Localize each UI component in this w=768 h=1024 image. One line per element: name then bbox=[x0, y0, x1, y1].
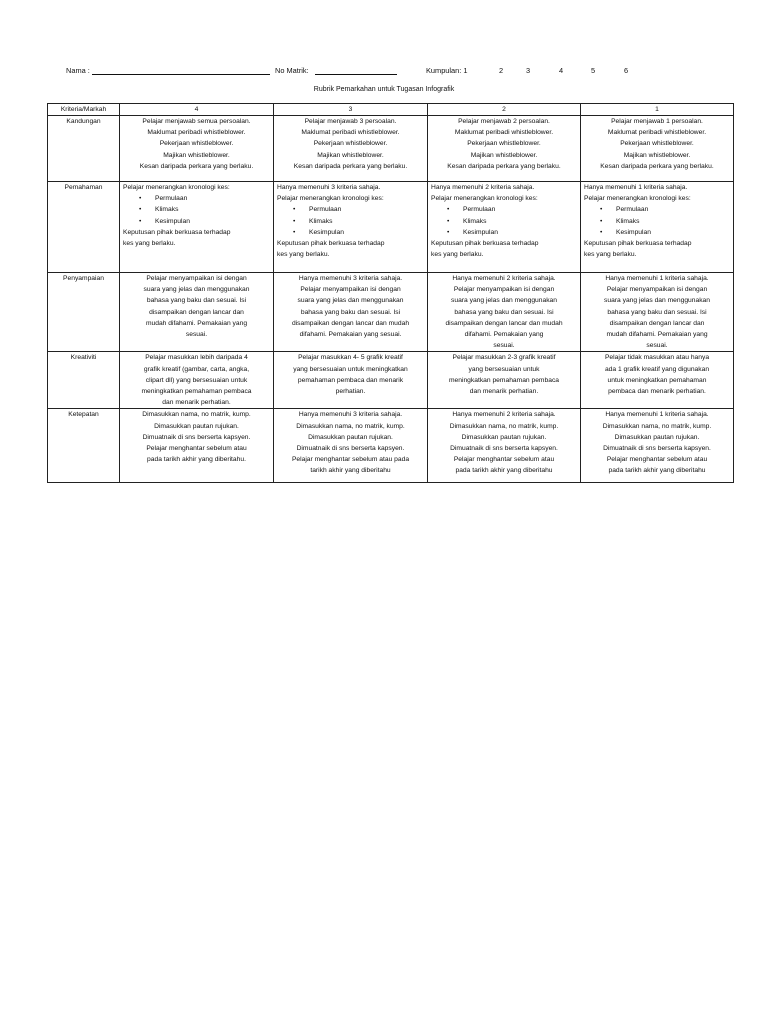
cell-line: Pelajar menjawab semua persoalan. bbox=[142, 118, 251, 125]
cell-line: Keputusan pihak berkuasa terhadap bbox=[584, 240, 692, 248]
rubric-cell bbox=[581, 409, 734, 483]
cell-line: pada tarikh akhir yang diberitahu. bbox=[147, 456, 246, 464]
rubric-cell bbox=[120, 273, 274, 352]
cell-line: sesuai. bbox=[493, 342, 515, 350]
cell-line: Dimasukkan pautan rujukan. bbox=[461, 433, 547, 441]
nama-blank[interactable] bbox=[92, 74, 270, 75]
bullet-item: • Permulaan bbox=[584, 204, 730, 215]
cell-line: meningkatkan pemahaman pembaca bbox=[448, 376, 560, 384]
criterion-cell: Kreativiti bbox=[48, 352, 120, 409]
cell-line: grafik kreatif (gambar, carta, angka, bbox=[143, 365, 250, 373]
cell-line: Dimasukkan nama, no matrik, kump. bbox=[142, 411, 251, 419]
cell-line: clipart dll) yang bersesuaian untuk bbox=[145, 376, 248, 384]
cell-line: Keputusan pihak berkuasa terhadap bbox=[277, 240, 385, 248]
cell-line: Pelajar menjawab 2 persoalan. bbox=[458, 118, 550, 125]
bullet-item: • Klimaks bbox=[277, 216, 424, 227]
cell-line: Dimasukkan pautan rujukan. bbox=[308, 433, 393, 441]
cell-line: suara yang jelas dan menggunakan bbox=[604, 297, 710, 305]
kumpulan-option[interactable]: 4 bbox=[559, 66, 564, 75]
cell-line: Dimuatnaik di sns berserta kapsyen. bbox=[296, 445, 405, 453]
cell-line: Dimasukkan nama, no matrik, kump. bbox=[602, 422, 712, 430]
cell-line: difahami. Pemakaian yang sesuai. bbox=[299, 331, 402, 339]
cell-line: Hanya memenuhi 2 kriteria sahaja. bbox=[431, 184, 535, 191]
cell-line: sesuai. bbox=[646, 342, 668, 350]
criterion-cell: Ketepatan bbox=[48, 409, 120, 483]
cell-line: kes yang berlaku. bbox=[584, 251, 637, 259]
cell-line: Pelajar menyampaikan isi dengan bbox=[453, 286, 555, 294]
cell-line: Kesan daripada perkara yang berlaku. bbox=[293, 162, 408, 170]
cell-line: Dimuatnaik di sns berserta kapsyen. bbox=[142, 433, 251, 441]
header-cell: 4 bbox=[120, 104, 274, 116]
cell-line: mudah difahami. Pemakaian yang bbox=[145, 319, 248, 327]
cell-line: Hanya memenuhi 3 kriteria sahaja. bbox=[277, 184, 381, 191]
header-cell: 1 bbox=[581, 104, 734, 116]
bullet-list bbox=[123, 193, 270, 227]
header-cell: 2 bbox=[428, 104, 581, 116]
cell-line: Pelajar masukkan 2-3 grafik kreatif bbox=[452, 354, 556, 362]
criterion-cell: Kandungan bbox=[48, 116, 120, 182]
cell-line: bahasa yang baku dan sesuai. Isi bbox=[454, 308, 554, 316]
cell-line: Pekerjaan whistleblower. bbox=[467, 140, 541, 148]
table-row bbox=[48, 352, 734, 409]
cell-line: Maklumat peribadi whistleblower. bbox=[301, 129, 400, 137]
cell-line: meningkatkan pemahaman pembaca bbox=[141, 388, 252, 396]
cell-line: Pelajar menjawab 3 persoalan. bbox=[304, 118, 397, 125]
rubric-cell bbox=[120, 352, 274, 409]
nama-label: Nama : bbox=[66, 66, 90, 75]
rubric-body bbox=[48, 116, 734, 483]
table-row bbox=[48, 116, 734, 182]
cell-line: disampaikan dengan lancar dan bbox=[609, 319, 705, 327]
cell-line: Majikan whistleblower. bbox=[470, 151, 538, 159]
cell-line: Kesan daripada perkara yang berlaku. bbox=[447, 162, 561, 170]
cell-line: sesuai. bbox=[185, 331, 208, 339]
cell-line: Dimasukkan pautan rujukan. bbox=[614, 433, 700, 441]
cell-line: Hanya memenuhi 1 kriteria sahaja. bbox=[605, 411, 709, 419]
rubric-cell bbox=[428, 116, 581, 182]
rubric-cell bbox=[581, 182, 734, 273]
cell-line: tarikh akhir yang diberitahu bbox=[310, 467, 391, 475]
cell-line: Hanya memenuhi 1 kriteria sahaja. bbox=[605, 275, 709, 282]
header-cell: 3 bbox=[274, 104, 428, 116]
rubric-cell bbox=[581, 352, 734, 409]
rubric-cell bbox=[120, 182, 274, 273]
cell-line: kes yang berlaku. bbox=[123, 240, 176, 248]
cell-line: Dimasukkan nama, no matrik, kump. bbox=[449, 422, 559, 430]
header-row bbox=[48, 104, 734, 116]
cell-line: perhatian. bbox=[335, 388, 366, 396]
cell-line: Majikan whistleblower. bbox=[317, 151, 384, 159]
rubric-table bbox=[47, 103, 734, 483]
bullet-item: • Permulaan bbox=[123, 193, 270, 204]
cell-line: Pekerjaan whistleblower. bbox=[159, 140, 234, 148]
kumpulan-label: Kumpulan: 1 bbox=[426, 66, 468, 75]
table-row bbox=[48, 409, 734, 483]
cell-line: Kesan daripada perkara yang berlaku. bbox=[139, 162, 254, 170]
cell-line: Pelajar menyampaikan isi dengan bbox=[606, 286, 708, 294]
bullet-item: • Permulaan bbox=[277, 204, 424, 215]
table-row bbox=[48, 273, 734, 352]
cell-line: Pelajar menghantar sebelum atau bbox=[606, 456, 708, 464]
rubric-cell bbox=[274, 273, 428, 352]
rubric-cell bbox=[274, 182, 428, 273]
cell-line: disampaikan dengan lancar dan bbox=[149, 308, 244, 316]
criterion-cell: Pemahaman bbox=[48, 182, 120, 273]
cell-line: Hanya memenuhi 2 kriteria sahaja. bbox=[452, 411, 556, 419]
cell-line: yang bersesuaian untuk meningkatkan bbox=[293, 365, 408, 373]
cell-line: Pelajar menghantar sebelum atau bbox=[453, 456, 555, 464]
cell-line: dan menarik perhatian. bbox=[469, 388, 539, 396]
kumpulan-option[interactable]: 5 bbox=[591, 66, 596, 75]
cell-line: Hanya memenuhi 3 kriteria sahaja. bbox=[298, 275, 403, 282]
cell-line: pada tarikh akhir yang diberitahu bbox=[455, 467, 553, 475]
rubric-cell bbox=[428, 352, 581, 409]
cell-line: Maklumat peribadi whistleblower. bbox=[147, 129, 246, 137]
bullet-item: • Klimaks bbox=[431, 216, 577, 227]
bullet-item: • Klimaks bbox=[123, 204, 270, 215]
cell-line: kes yang berlaku. bbox=[431, 251, 484, 259]
cell-line: difahami. Pemakaian yang bbox=[464, 331, 544, 339]
rubric-cell bbox=[428, 182, 581, 273]
bullet-item: • Kesimpulan bbox=[584, 227, 730, 238]
cell-line: Pelajar menerangkan kronologi kes: bbox=[584, 195, 691, 203]
cell-line: ada 1 grafik kreatif yang digunakan bbox=[604, 365, 710, 373]
rubric-cell bbox=[120, 409, 274, 483]
cell-line: mudah difahami. Pemakaian yang bbox=[606, 331, 708, 339]
table-row bbox=[48, 182, 734, 273]
cell-line: Keputusan pihak berkuasa terhadap bbox=[123, 228, 231, 236]
matrik-label: No Matrik: bbox=[275, 66, 309, 75]
rubric-cell bbox=[428, 273, 581, 352]
cell-line: Pelajar menerangkan kronologi kes: bbox=[123, 184, 230, 191]
cell-line: suara yang jelas dan menggunakan bbox=[451, 297, 557, 305]
cell-line: dan menarik perhatian. bbox=[162, 399, 231, 407]
cell-line: Hanya memenuhi 1 kriteria sahaja. bbox=[584, 184, 688, 191]
bullet-item: • Permulaan bbox=[431, 204, 577, 215]
rubric-cell bbox=[274, 116, 428, 182]
cell-line: Pelajar menghantar sebelum atau pada bbox=[291, 456, 410, 464]
cell-line: Pelajar masukkan lebih daripada 4 bbox=[145, 354, 248, 362]
cell-line: Maklumat peribadi whistleblower. bbox=[607, 129, 707, 137]
cell-line: disampaikan dengan lancar dan mudah bbox=[445, 319, 563, 327]
bullet-list bbox=[584, 204, 730, 238]
cell-line: Pekerjaan whistleblower. bbox=[313, 140, 388, 148]
bullet-item: • Kesimpulan bbox=[431, 227, 577, 238]
bullet-list bbox=[431, 204, 577, 238]
cell-line: untuk meningkatkan pemahaman bbox=[607, 376, 707, 384]
cell-line: Kesan daripada perkara yang berlaku. bbox=[600, 162, 714, 170]
cell-line: Pelajar menjawab 1 persoalan. bbox=[611, 118, 703, 125]
rubric-cell bbox=[274, 409, 428, 483]
cell-line: pada tarikh akhir yang diberitahu bbox=[608, 467, 706, 475]
cell-line: pembaca dan menarik perhatian. bbox=[608, 388, 706, 396]
cell-line: Majikan whistleblower. bbox=[623, 151, 691, 159]
matrik-blank[interactable] bbox=[315, 74, 397, 75]
cell-line: Pelajar masukkan 4- 5 grafik kreatif bbox=[298, 354, 403, 362]
cell-line: kes yang berlaku. bbox=[277, 251, 330, 259]
kumpulan-option[interactable]: 6 bbox=[624, 66, 629, 75]
cell-line: Hanya memenuhi 3 kriteria sahaja. bbox=[298, 411, 403, 419]
document-title: Rubrik Pemarkahan untuk Tugasan Infografik bbox=[313, 86, 455, 93]
header-cell: Kriteria/Markah bbox=[48, 104, 120, 116]
bullet-item: • Kesimpulan bbox=[277, 227, 424, 238]
cell-line: Pelajar menerangkan kronologi kes: bbox=[277, 195, 384, 203]
cell-line: Pelajar menerangkan kronologi kes: bbox=[431, 195, 538, 203]
cell-line: disampaikan dengan lancar dan mudah bbox=[291, 319, 410, 327]
cell-line: Pelajar menyampaikan isi dengan bbox=[300, 286, 401, 294]
cell-line: Pekerjaan whistleblower. bbox=[620, 140, 694, 148]
criterion-cell: Penyampaian bbox=[48, 273, 120, 352]
kumpulan-option[interactable]: 3 bbox=[526, 66, 531, 75]
rubric-cell bbox=[274, 352, 428, 409]
cell-line: bahasa yang baku dan sesuai. Isi bbox=[300, 308, 401, 316]
rubric-cell bbox=[120, 116, 274, 182]
cell-line: Dimasukkan pautan rujukan. bbox=[154, 422, 239, 430]
rubric-cell bbox=[581, 273, 734, 352]
student-info-line bbox=[66, 64, 666, 78]
kumpulan-option[interactable]: 2 bbox=[499, 66, 504, 75]
cell-line: suara yang jelas dan menggunakan bbox=[297, 297, 404, 305]
cell-line: yang bersesuaian untuk bbox=[468, 365, 540, 373]
bullet-item: • Klimaks bbox=[584, 216, 730, 227]
cell-line: Majikan whistleblower. bbox=[163, 151, 230, 159]
bullet-list bbox=[277, 204, 424, 238]
cell-line: pemahaman pembaca dan menarik bbox=[297, 376, 404, 384]
cell-line: Dimasukkan nama, no matrik, kump. bbox=[296, 422, 405, 430]
cell-line: Dimuatnaik di sns berserta kapsyen. bbox=[603, 445, 711, 453]
cell-line: Keputusan pihak berkuasa terhadap bbox=[431, 240, 539, 248]
cell-line: suara yang jelas dan menggunakan bbox=[143, 286, 250, 294]
cell-line: Pelajar menghantar sebelum atau bbox=[146, 445, 247, 453]
cell-line: Pelajar tidak masukkan atau hanya bbox=[604, 354, 710, 362]
rubric-cell bbox=[581, 116, 734, 182]
cell-line: Pelajar menyampaikan isi dengan bbox=[146, 275, 247, 282]
cell-line: Maklumat peribadi whistleblower. bbox=[454, 129, 554, 137]
cell-line: Hanya memenuhi 2 kriteria sahaja. bbox=[452, 275, 556, 282]
cell-line: Dimuatnaik di sns berserta kapsyen. bbox=[450, 445, 558, 453]
rubric-cell bbox=[428, 409, 581, 483]
cell-line: bahasa yang baku dan sesuai. Isi bbox=[146, 297, 247, 305]
cell-line: bahasa yang baku dan sesuai. Isi bbox=[607, 308, 707, 316]
bullet-item: • Kesimpulan bbox=[123, 216, 270, 227]
